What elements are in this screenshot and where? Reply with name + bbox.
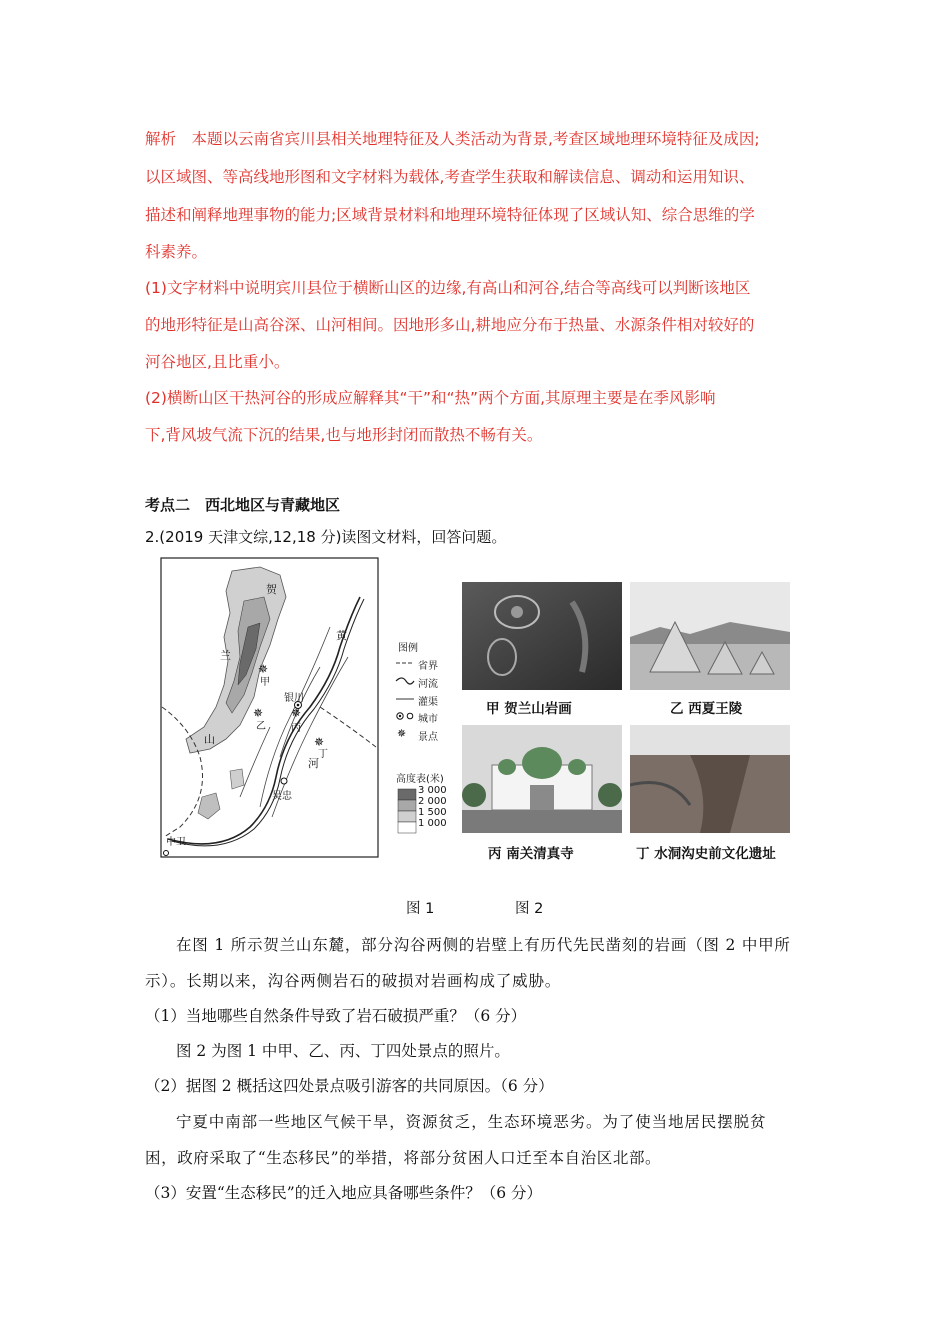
map-label-he2: 河 <box>308 757 319 770</box>
analysis-line-4: 科素养。 <box>145 243 208 261</box>
analysis-line-1: 解析 本题以云南省宾川县相关地理特征及人类活动为背景,考查区域地理环境特征及成因; <box>145 130 760 148</box>
legend-title: 图例 <box>398 643 418 654</box>
svg-text:✵: ✵ <box>314 735 325 749</box>
caption-photo-1: 甲 贺兰山岩画 <box>486 701 572 717</box>
caption-photo-3: 丙 南关清真寺 <box>488 846 574 862</box>
question-1: （1）当地哪些自然条件导致了岩石破损严重？（6 分） <box>145 1007 527 1025</box>
legend-h2: 2 000 <box>418 796 447 807</box>
map-label-jia: 甲 <box>260 677 270 688</box>
map-label-bing: 丙 <box>291 723 301 734</box>
legend-h4: 1 000 <box>418 818 447 829</box>
map-label-he: 贺 <box>266 583 277 596</box>
map-label-zhongwei: 中卫 <box>166 837 186 848</box>
ningxia-map <box>160 557 380 859</box>
figure-1-and-2 <box>160 557 790 869</box>
map-legend <box>394 639 464 859</box>
caption-photo-4: 丁 水洞沟史前文化遗址 <box>636 846 776 862</box>
legend-city: 城市 <box>418 714 438 725</box>
photo-shuidonggou-site <box>630 725 790 833</box>
figure-1-label: 图 1 <box>406 901 435 917</box>
photo-rock-painting <box>462 582 622 690</box>
svg-text:✵: ✵ <box>253 706 264 720</box>
legend-canal: 灌渠 <box>418 697 438 708</box>
map-label-wuzhong: 吴忠 <box>272 791 292 802</box>
question-intro: 2.(2019 天津文综,12,18 分)读图文材料，回答问题。 <box>145 528 507 546</box>
map-label-lan: 兰 <box>220 649 231 662</box>
map-label-huang: 黄 <box>336 629 347 642</box>
answer-2-line-2: 下,背风坡气流下沉的结果,也与地形封闭而散热不畅有关。 <box>145 426 543 444</box>
photo-xixia-tombs <box>630 582 790 690</box>
para2: 图 2 为图 1 中甲、乙、丙、丁四处景点的照片。 <box>176 1042 510 1060</box>
svg-text:✵: ✵ <box>397 727 407 740</box>
question-2: （2）据图 2 概括这四处景点吸引游客的共同原因。（6 分） <box>145 1077 554 1095</box>
analysis-line-2: 以区域图、等高线地形图和文字材料为载体,考查学生获取和解读信息、调动和运用知识、 <box>145 168 755 186</box>
map-label-shan: 山 <box>204 733 215 746</box>
map-label-yinchuan: 银川 <box>284 693 304 704</box>
legend-h3: 1 500 <box>418 807 447 818</box>
map-label-ding: 丁 <box>318 749 328 760</box>
svg-text:✵: ✵ <box>291 706 302 720</box>
photo-nanguan-mosque <box>462 725 622 833</box>
legend-scenic: 景点 <box>418 732 438 743</box>
para3-line2: 困，政府采取了“生态移民”的举措，将部分贫困人口迁至本自治区北部。 <box>145 1149 662 1167</box>
para1-line1: 在图 1 所示贺兰山东麓，部分沟谷两侧的岩壁上有历代先民凿刻的岩画（图 2 中甲所 <box>176 936 791 954</box>
legend-river: 河流 <box>418 679 438 690</box>
legend-province: 省界 <box>418 661 438 672</box>
svg-text:✵: ✵ <box>258 662 269 676</box>
para3-line1: 宁夏中南部一些地区气候干旱，资源贫乏，生态环境恶劣。为了使当地居民摆脱贫 <box>176 1113 767 1131</box>
section-title: 考点二 西北地区与青藏地区 <box>145 496 341 514</box>
legend-height-title: 高度表(米) <box>396 774 444 785</box>
figure-2-label: 图 2 <box>515 901 544 917</box>
question-3: （3）安置“生态移民”的迁入地应具备哪些条件？（6 分） <box>145 1184 543 1202</box>
legend-h1: 3 000 <box>418 785 447 796</box>
answer-2-line-1: (2)横断山区干热河谷的形成应解释其“干”和“热”两个方面,其原理主要是在季风影响 <box>145 389 716 407</box>
para1-line2: 示）。长期以来，沟谷两侧岩石的破损对岩画构成了威胁。 <box>145 972 562 990</box>
analysis-line-3: 描述和阐释地理事物的能力;区域背景材料和地理环境特征体现了区域认知、综合思维的学 <box>145 206 755 224</box>
answer-1-line-2: 的地形特征是山高谷深、山河相间。因地形多山,耕地应分布于热量、水源条件相对较好的 <box>145 316 755 334</box>
answer-1-line-1: (1)文字材料中说明宾川县位于横断山区的边缘,有高山和河谷,结合等高线可以判断该地区 <box>145 279 751 297</box>
map-label-yi: 乙 <box>256 721 266 732</box>
answer-1-line-3: 河谷地区,且比重小。 <box>145 353 290 371</box>
caption-photo-2: 乙 西夏王陵 <box>670 701 743 717</box>
